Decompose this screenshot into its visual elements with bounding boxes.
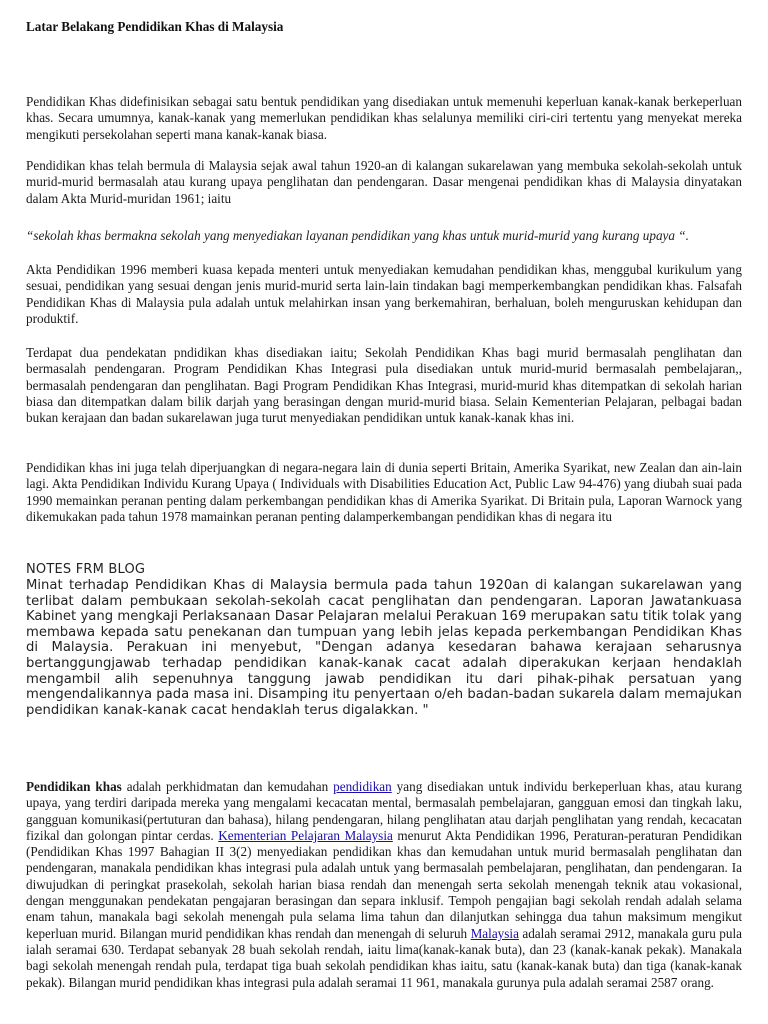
text-segment: menurut Akta Pendidikan 1996, Peraturan-peraturan Pendidikan (Pendidikan Khas 1997 Bahagian II 3(2) menyediakan pendidikan khas dan kemudahan untuk murid bermasalah penglihatan dan pendengaran, manakala pendidikan khas integrasi pula adalah untuk yang bermasalah pembelajaran, penglihatan, dan pendengaran. Ia diwujudkan di peringkat prasekolah, sekolah harian biasa rendah dan menengah serta sekolah menengah teknik atau vokasional, dengan menggunakan pendekatan pengajaran berasingan dan separa inklusif. Tempoh pengajian bagi sekolah rendah adalah selama enam tahun, manakala bagi sekolah menengah pula selama lima tahun dan dilanjutkan sehingga dua tahun maksimum mengikut keperluan murid. Bilangan murid pendidikan khas rendah dan menengah di seluruh bbox=[26, 827, 742, 941]
link-pendidikan[interactable]: pendidikan bbox=[333, 779, 392, 794]
blog-heading: NOTES FRM BLOG bbox=[26, 562, 146, 577]
paragraph-pendidikan-khas-definition bbox=[26, 779, 742, 991]
lead-term: Pendidikan khas bbox=[26, 779, 122, 794]
blog-notes-paragraph: Minat terhadap Pendidikan Khas di Malaysia bermula pada tahun 1920an di kalangan sukarelawan yang terlibat dalam pembukaan sekolah-sekolah cacat penglihatan dan pendengaran. Laporan Jawatankuasa Kabinet yang mengkaji Perlaksanaan Dasar Pelajaran melalui Perakuan 169 merupakan satu titik tolak yang membawa kepada satu penekanan dan tumpuan yang lebih jelas kepada perkembangan Pendidikan Khas di Malaysia. Perakuan ini menyebut, "Dengan adanya kesedaran bahawa kerajaan seharusnya bertanggungjawab terhadap pendidikan kanak-kanak cacat adalah diperakukan kerjaan hendaklah mengambil alih sepenuhnya tanggung jawab pendidikan itu dari pihak-pihak persatuan yang mengendalikannya pada masa ini. Disamping itu penyertaan o/eh badan-badan sukarela dalam memajukan pendidikan kanak-kanak cacat hendaklah terus digalakkan. " bbox=[26, 578, 742, 718]
quote-sekolah-khas: “sekolah khas bermakna sekolah yang menyediakan layanan pendidikan yang khas untuk murid-murid yang kurang upaya “. bbox=[26, 228, 689, 243]
text-segment: yang disediakan untuk individu berkeperluan khas, atau kurang upaya, yang terdiri daripada mereka yang mengalami kecacatan mental, bermasalah pembelajaran, gangguan emosi dan tingkah laku, gangguan komunikasi(pertuturan dan bahasa), hilang pendengaran, hilang penglihatan atau darjah penglihatan yang rendah, kecacatan fizikal dan golongan pintar cerdas. bbox=[26, 779, 742, 843]
paragraph-history: Pendidikan khas telah bermula di Malaysia sejak awal tahun 1920-an di kalangan sukarelawan yang membuka sekolah-sekolah untuk murid-murid bermasalah atau kurang upaya penglihatan dan pendengaran. Dasar mengenai pendidikan khas di Malaysia dinyatakan dalam Akta Murid-muridan 1961; iaitu bbox=[26, 158, 742, 206]
paragraph-negara-lain: Pendidikan khas ini juga telah diperjuangkan di negara-negara lain di dunia seperti Britain, Amerika Syarikat, new Zealan dan ain-lain lagi. Akta Pendidikan Individu Kurang Upaya ( Individuals with Disabilities Education Act, Public Law 94-476) yang diubah suai pada 1990 memainkan peranan penting dalam perkembangan pendidikan khas di Amerika Syarikat. Di Britain pula, Laporan Warnock yang dikemukakan pada tahun 1978 mamainkan peranan penting dalamperkembangan pendidikan khas di negara itu bbox=[26, 460, 742, 524]
text-segment: adalah perkhidmatan dan kemudahan bbox=[121, 779, 334, 794]
paragraph-akta-1996: Akta Pendidikan 1996 memberi kuasa kepada menteri untuk menyediakan kemudahan pendidikan khas, menggubal kurikulum yang sesuai, pendidikan yang sesuai dengan jenis murid-murid serta lain-lain tindakan bagi memperkembangkan pendidikan khas. Falsafah Pendidikan Khas di Malaysia pula adalah untuk melahirkan insan yang berkemahiran, berhaluan, boleh menguruskan kehidupan dan produktif. bbox=[26, 262, 742, 326]
link-kementerian-pelajaran-malaysia[interactable]: Kementerian Pelajaran Malaysia bbox=[218, 827, 393, 843]
paragraph-pendekatan: Terdapat dua pendekatan pndidikan khas disediakan iaitu; Sekolah Pendidikan Khas bagi murid bermasalah penglihatan dan bermasalah pendengaran. Program Pendidikan Khas Integrasi pula disediakan untuk murid-murid bermasalah pembelajaran,, bermasalah pendengaran dan penglihatan. Bagi Program Pendidikan Khas Integrasi, murid-murid khas ditempatkan di sekolah harian biasa dan ditempatkan dalam bilik darjah yang berasingan dengan murid-murid biasa. Selain Kementerian Pelajaran, pelbagai badan bukan kerajaan dan badan sukarelawan juga turut menyediakan pendidikan untuk kanak-kanak khas ini. bbox=[26, 345, 742, 426]
paragraph-definition: Pendidikan Khas didefinisikan sebagai satu bentuk pendidikan yang disediakan untuk memenuhi keperluan kanak-kanak berkeperluan khas. Secara umumnya, kanak-kanak yang memerlukan pendidikan khas selalunya memiliki ciri-ciri tertentu yang menyekat mereka mengikuti persekolahan seperti mana kanak-kanak biasa. bbox=[26, 94, 742, 142]
page-title: Latar Belakang Pendidikan Khas di Malaysia bbox=[26, 19, 284, 34]
text-segment: adalah seramai 2912, manakala guru pula ialah seramai 630. Terdapat sebanyak 28 buah sekolah rendah, iaitu lima(kanak-kanak buta), dan 23 (kanak-kanak pekak). Manakala bagi sekolah menengah rendah pula, terdapat tiga buah sekolah pendidikan khas iaitu, satu (kanak-kanak buta) dan tiga (kanak-kanak pekak). Bilangan murid pendidikan khas integrasi pula adalah seramai 11 961, manakala gurunya pula adalah seramai 2587 orang. bbox=[26, 925, 742, 990]
link-malaysia[interactable]: Malaysia bbox=[470, 925, 519, 941]
